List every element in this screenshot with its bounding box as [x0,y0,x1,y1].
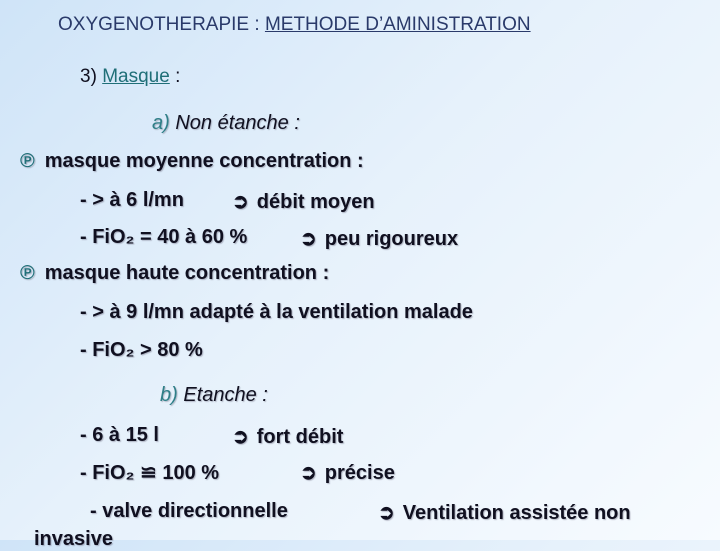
b-line2-right-text: précise [324,462,395,484]
b-line2-right [300,460,395,485]
curved-arrow-right-icon: ➲ [232,426,249,448]
pointing-hand-bullet-icon: ℗ [20,262,35,284]
title-part-2: METHODE D’AMINISTRATION [264,14,531,35]
b-line3-right [378,500,631,525]
b-line1-right-text: fort débit [256,426,344,448]
curved-arrow-right-icon: ➲ [300,228,317,250]
approx-equal-symbol: ≌ [140,462,157,484]
subheading-a-prefix: a) [152,112,170,134]
bullet-item-2-text: masque haute concentration : [44,262,330,284]
b1-line1-right [232,189,375,214]
title-part-1: OXYGENOTHERAPIE : [58,14,265,35]
b-line2-value: 100 % [156,462,220,484]
subheading-b [160,384,268,407]
b-line3-continuation: invasive [34,528,113,550]
b1-line1-right-text: débit moyen [256,191,375,213]
subheading-b-prefix: b) [160,384,178,406]
section-suffix: : [169,66,181,87]
subheading-a [152,112,300,135]
b-line1-right [232,424,343,449]
section-number: 3) [80,66,103,87]
subheading-b-text: Etanche : [177,384,268,406]
section-label: Masque [102,66,170,87]
pointing-hand-bullet-icon: ℗ [20,150,35,172]
b2-line1: - > à 9 l/mn adapté à la ventilation malade [80,301,473,323]
section-heading [80,66,180,88]
curved-arrow-right-icon: ➲ [300,462,317,484]
subheading-a-text: Non étanche : [169,112,300,134]
b1-line1-left: - > à 6 l/mn [80,189,184,211]
page-title [58,14,531,36]
bullet-item-2 [20,262,329,285]
b2-line2: - FiO₂ > 80 % [80,339,203,361]
b-line3-right-text: Ventilation assistée non [402,502,631,524]
b1-line2-right-text: peu rigoureux [324,228,459,250]
curved-arrow-right-icon: ➲ [378,502,395,524]
b1-line2-left: - FiO₂ = 40 à 60 % [80,226,248,248]
b-line1-left: - 6 à 15 l [80,424,159,446]
b-line2-fio2: - FiO₂ [80,462,135,484]
b-line2-left [80,460,219,485]
bullet-item-1 [20,150,364,173]
b1-line2-right [300,226,458,251]
curved-arrow-right-icon: ➲ [232,191,249,213]
b-line3-left: - valve directionnelle [90,500,288,522]
bullet-item-1-text: masque moyenne concentration : [44,150,364,172]
